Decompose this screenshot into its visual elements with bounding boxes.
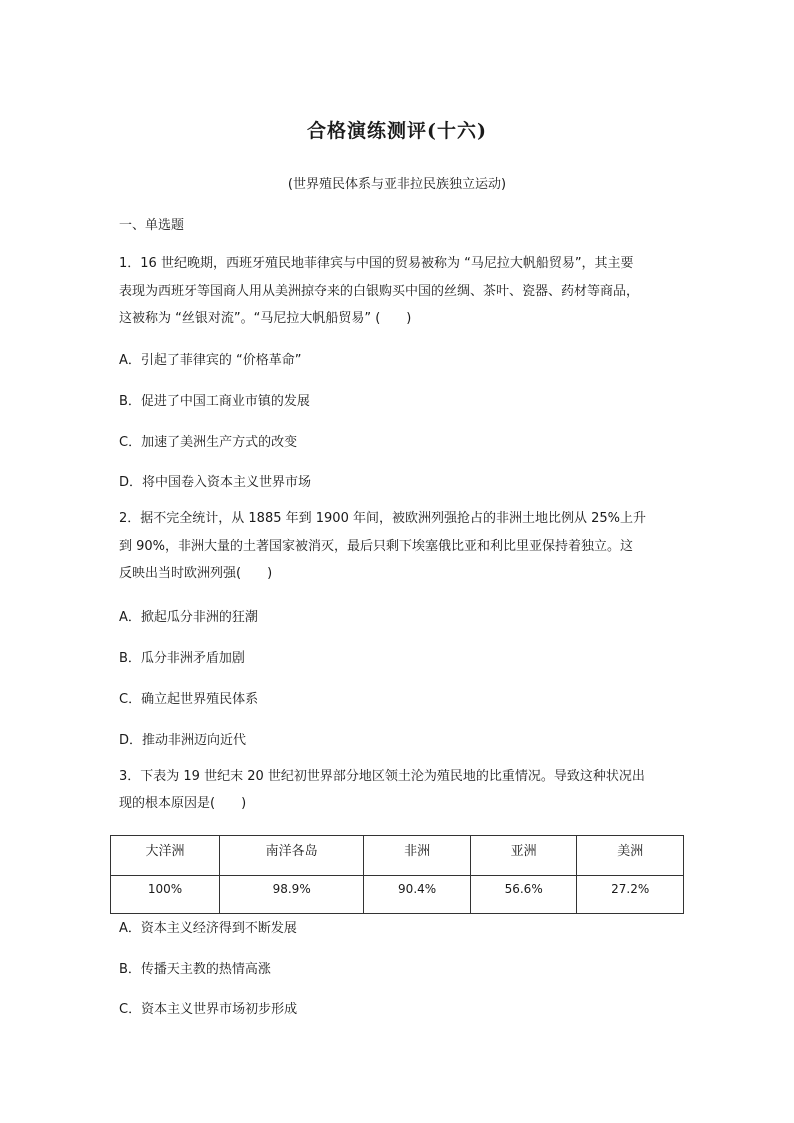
- question-2-option-c: C．确立起世界殖民体系: [119, 692, 259, 707]
- table-header-row: [111, 836, 684, 876]
- question-3-line-1: 3．下表为 19 世纪末 20 世纪初世界部分地区领土沦为殖民地的比重情况。导致这种状况出: [119, 769, 645, 784]
- table-header-cell: 亚洲: [470, 836, 577, 876]
- question-2-line-1: 2．据不完全统计，从 1885 年到 1900 年间，被欧洲列强抢占的非洲土地比例从 25%上升: [119, 511, 646, 526]
- table-value-cell: 27.2%: [577, 876, 684, 914]
- section-heading: 一、单选题: [119, 218, 185, 233]
- question-1-line-3: 这被称为 “丝银对流”。“马尼拉大帆船贸易” ( ): [119, 311, 412, 326]
- question-2-option-a: A．掀起瓜分非洲的狂潮: [119, 610, 258, 625]
- colony-ratio-table: [110, 835, 684, 914]
- question-3-option-a: A．资本主义经济得到不断发展: [119, 921, 297, 936]
- question-2-line-3: 反映出当时欧洲列强( ): [119, 566, 273, 581]
- question-1-line-1: 1．16 世纪晚期，西班牙殖民地菲律宾与中国的贸易被称为 “马尼拉大帆船贸易”，其主要: [119, 256, 634, 271]
- table-header-cell: 大洋洲: [111, 836, 220, 876]
- table-header-cell: 南洋各岛: [219, 836, 363, 876]
- question-3-option-b: B．传播天主教的热情高涨: [119, 962, 271, 977]
- question-2-option-d: D．推动非洲迈向近代: [119, 733, 247, 748]
- table-value-cell: 100%: [111, 876, 220, 914]
- question-1-option-a: A．引起了菲律宾的 “价格革命”: [119, 353, 302, 368]
- table-value-row: [111, 876, 684, 914]
- question-1-option-d: D．将中国卷入资本主义世界市场: [119, 475, 312, 490]
- page-subtitle: (世界殖民体系与亚非拉民族独立运动): [287, 177, 507, 192]
- table-value-cell: 90.4%: [364, 876, 471, 914]
- question-1-option-c: C．加速了美洲生产方式的改变: [119, 435, 298, 450]
- question-3-option-c: C．资本主义世界市场初步形成: [119, 1002, 298, 1017]
- table-header-cell: 非洲: [364, 836, 471, 876]
- table-header-cell: 美洲: [577, 836, 684, 876]
- question-1-line-2: 表现为西班牙等国商人用从美洲掠夺来的白银购买中国的丝绸、茶叶、瓷器、药材等商品，: [119, 284, 640, 299]
- question-3-line-2: 现的根本原因是( ): [119, 796, 247, 811]
- table-value-cell: 56.6%: [470, 876, 577, 914]
- question-1-option-b: B．促进了中国工商业市镇的发展: [119, 394, 310, 409]
- question-2-line-2: 到 90%，非洲大量的土著国家被消灭，最后只剩下埃塞俄比亚和利比里亚保持着独立。这: [119, 539, 634, 554]
- table-value-cell: 98.9%: [219, 876, 363, 914]
- question-2-option-b: B．瓜分非洲矛盾加剧: [119, 651, 245, 666]
- page-title: 合格演练测评(十六): [307, 120, 487, 142]
